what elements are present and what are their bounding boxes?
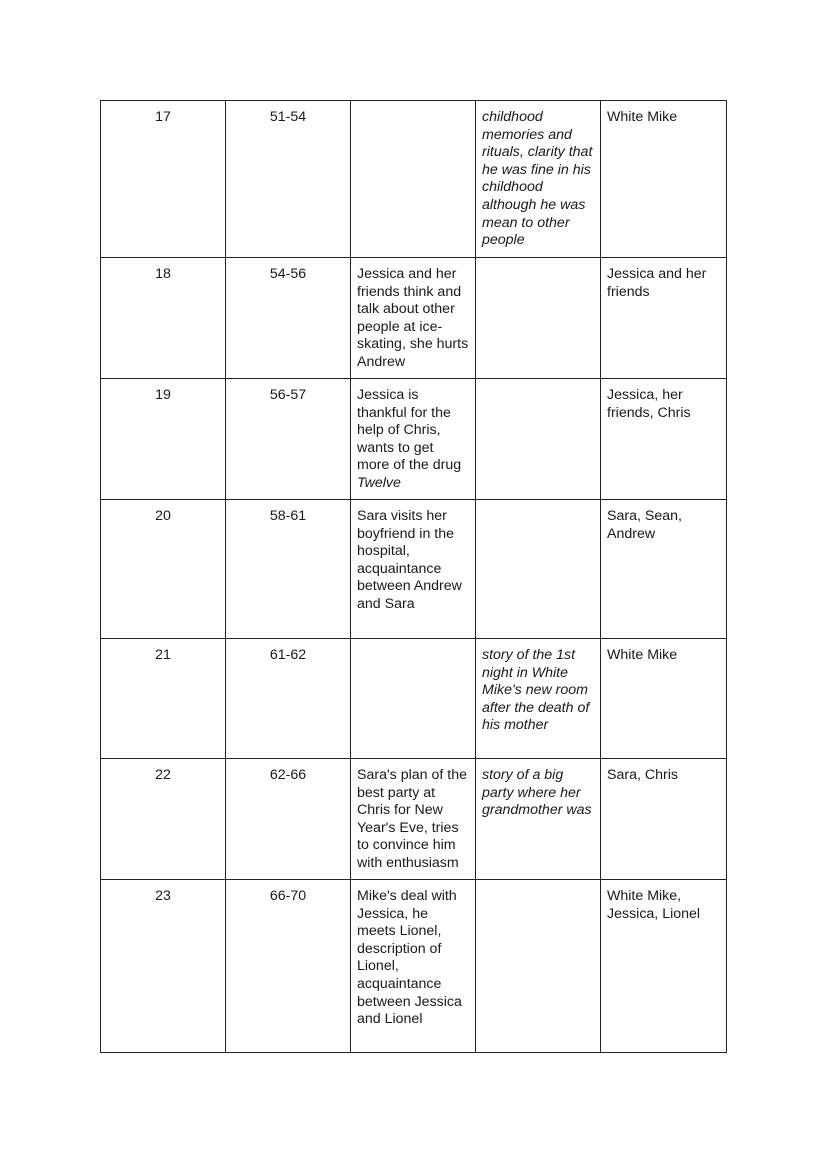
- chapter-summary: [351, 379, 476, 500]
- summary-text: Jessica and her friends think and talk about other people at ice-skating, she hurts Andrew: [357, 266, 469, 370]
- chapter-number: 18: [101, 258, 226, 379]
- chapter-number: 21: [101, 639, 226, 759]
- table-row: [101, 379, 727, 500]
- chapter-summary: [351, 759, 476, 880]
- page-range: 61-62: [226, 639, 351, 759]
- table-row: [101, 759, 727, 880]
- flashback-note: [476, 500, 601, 639]
- page-range: 66-70: [226, 880, 351, 1053]
- page-range: 58-61: [226, 500, 351, 639]
- summary-text: Sara's plan of the best party at Chris for New Year's Eve, tries to convince him with enthusiasm: [357, 767, 467, 871]
- characters: Jessica, her friends, Chris: [601, 379, 727, 500]
- chapter-number: 22: [101, 759, 226, 880]
- summary-text: Mike's deal with Jessica, he meets Lionel, description of Lionel, acquaintance between Jessica and Lionel: [357, 888, 462, 1028]
- table-row: [101, 500, 727, 639]
- summary-text: Jessica is thankful for the help of Chris, wants to get more of the drug: [357, 387, 462, 474]
- flashback-note: [476, 379, 601, 500]
- flashback-note: childhood memories and rituals, clarity that he was fine in his childhood although he was mean to other people: [476, 101, 601, 258]
- chapter-summary: [351, 880, 476, 1053]
- page-range: 56-57: [226, 379, 351, 500]
- page-range: 51-54: [226, 101, 351, 258]
- chapter-summary: [351, 639, 476, 759]
- chapter-summary: [351, 500, 476, 639]
- characters: White Mike: [601, 639, 727, 759]
- chapter-number: 20: [101, 500, 226, 639]
- chapter-summary: [351, 258, 476, 379]
- characters: Jessica and her friends: [601, 258, 727, 379]
- chapter-number: 17: [101, 101, 226, 258]
- characters: Sara, Chris: [601, 759, 727, 880]
- characters: White Mike: [601, 101, 727, 258]
- chapter-table: [100, 100, 727, 1053]
- summary-italic: Twelve: [357, 474, 401, 491]
- chapter-number: 19: [101, 379, 226, 500]
- flashback-note: [476, 258, 601, 379]
- characters: White Mike, Jessica, Lionel: [601, 880, 727, 1053]
- chapter-number: 23: [101, 880, 226, 1053]
- page-range: 62-66: [226, 759, 351, 880]
- table-row: [101, 880, 727, 1053]
- chapter-summary: [351, 101, 476, 258]
- table-row: [101, 101, 727, 258]
- page-range: 54-56: [226, 258, 351, 379]
- flashback-note: story of the 1st night in White Mike's new room after the death of his mother: [476, 639, 601, 759]
- flashback-note: story of a big party where her grandmother was: [476, 759, 601, 880]
- table-row: [101, 258, 727, 379]
- summary-text: Sara visits her boyfriend in the hospital, acquaintance between Andrew and Sara: [357, 508, 462, 612]
- table-row: [101, 639, 727, 759]
- flashback-note: [476, 880, 601, 1053]
- characters: Sara, Sean, Andrew: [601, 500, 727, 639]
